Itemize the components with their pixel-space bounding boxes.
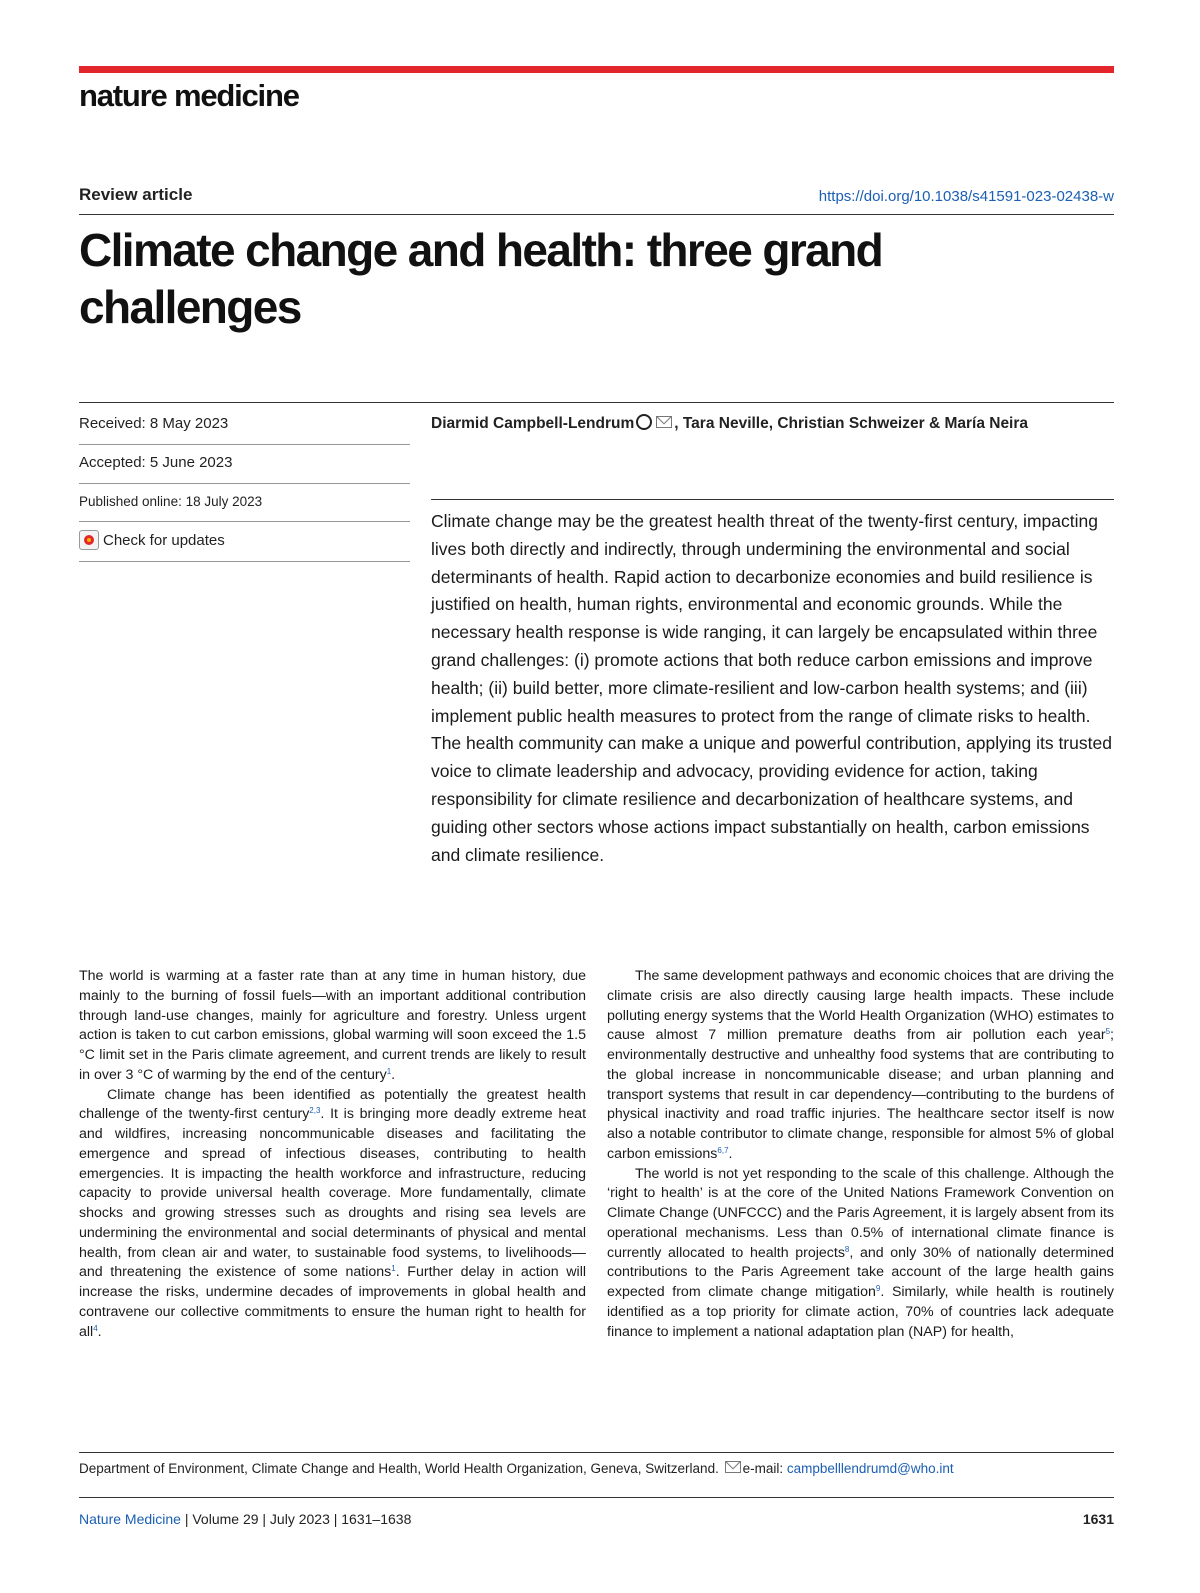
mail-icon bbox=[725, 1461, 741, 1473]
citation[interactable]: 1 bbox=[386, 1066, 392, 1076]
divider bbox=[79, 444, 410, 445]
divider bbox=[79, 521, 410, 522]
body-paragraph: Climate change has been identified as potentially the greatest health challenge of the twenty-first century$^{2,3}$. It is bringing more deadly extreme heat and wildfires, increasing noncommunicable diseases and facilitating the emergence and spread of infectious diseases, contributing to health emergencies. It is impacting the health workforce and infrastructure, reducing capacity to provide universal health coverage. More fundamentally, climate shocks and growing stresses such as droughts and rising sea levels are undermining the environmental and social determinants of physical and mental health, from clean air and water, to sustainable food systems, to livelihoods—and threatening the existence of some nations$^1$. Further delay in action will increase the risks, undermine decades of improvements in global health and contravene our collective commitments to ensure the human right to health for all$^4$. bbox=[79, 1086, 587, 1340]
author-list bbox=[431, 412, 1071, 436]
mail-icon[interactable] bbox=[656, 416, 672, 428]
article-type: Review article bbox=[79, 185, 193, 204]
divider bbox=[431, 499, 1114, 500]
affiliation: Department of Environment, Climate Change and Health, World Health Organization, Geneva, Switzerland. e-mail: campbelllendrumd@who.int bbox=[79, 1461, 954, 1476]
first-author[interactable]: Diarmid Campbell-Lendrum bbox=[431, 415, 635, 432]
body-paragraph: The world is not yet responding to the scale of this challenge. Although the ‘right to health’ is at the core of the United Nations Framework Convention on Climate Change (UNFCCC) and the Paris Agreement, it is largely absent from its operational mechanisms. Less than 0.5% of international climate finance is currently allocated to health projects$^8$, and only 30% of nationally determined contributions to the Paris Agreement take account of the large health gains expected from climate change mitigation$^9$. Similarly, while health is routinely identified as a top priority for climate action, 70% of countries lack adequate finance to implement a national adaptation plan (NAP) for health, bbox=[607, 1165, 1115, 1340]
body-column-left bbox=[79, 967, 586, 1342]
citation[interactable]: 8 bbox=[844, 1244, 850, 1254]
check-updates-icon bbox=[79, 530, 99, 550]
divider bbox=[79, 561, 410, 562]
citation[interactable]: 4 bbox=[93, 1323, 98, 1333]
citation[interactable]: 6,7 bbox=[717, 1145, 729, 1155]
article-title: Climate change and health: three grand challenges bbox=[79, 224, 883, 333]
divider bbox=[79, 214, 1114, 215]
journal-name: nature medicine bbox=[79, 78, 299, 113]
citation[interactable]: 9 bbox=[875, 1284, 881, 1293]
doi-link[interactable]: https://doi.org/10.1038/s41591-023-02438-w bbox=[818, 188, 1114, 205]
body-paragraph: The same development pathways and economic choices that are driving the climate crisis are also directly causing large health impacts. These include polluting energy systems that the World Health Organization (WHO) estimates to cause almost 7 million premature deaths from air pollution each year$^5$; environmentally destructive and unhealthy food systems that are contributing to the global increase in noncommunicable disease; and urban planning and transport systems that result in car dependency—contributing to the burdens of physical inactivity and road traffic injuries. The healthcare sector itself is now also a notable contributor to climate change, responsible for almost 5% of global carbon emissions$^{6,7}$. bbox=[607, 968, 1114, 1162]
check-updates-label: Check for updates bbox=[103, 531, 225, 549]
divider bbox=[79, 1452, 1114, 1453]
citation[interactable]: 2,3 bbox=[309, 1106, 321, 1116]
abstract: Climate change may be the greatest health threat of the twenty-first century, impacting lives both directly and indirectly, through undermining the environmental and social determinants of health. Rapid action to decarbonize economies and build resilience is justified on health, human rights, environmental and economic grounds. While the necessary health response is wide ranging, it can largely be encapsulated within three grand challenges: (i) promote actions that both reduce carbon emissions and improve health; (ii) build better, more climate-resilient and low-carbon health systems; and (iii) implement public health measures to protect from the range of climate risks to health. The health community can make a unique and powerful contribution, applying its trusted voice to climate leadership and advocacy, providing evidence for action, taking responsibility for climate resilience and decarbonization of healthcare systems, and guiding other sectors whose actions impact substantially on health, carbon emissions and climate resilience. bbox=[431, 511, 1112, 865]
footer-journal[interactable]: Nature Medicine bbox=[79, 1511, 181, 1527]
received-date: Received: 8 May 2023 bbox=[79, 415, 229, 432]
divider bbox=[79, 483, 410, 484]
citation[interactable]: 5 bbox=[1105, 1027, 1111, 1037]
footer-citation: Nature Medicine | Volume 29 | July 2023 | 1631–1638 bbox=[79, 1511, 412, 1527]
check-for-updates-button[interactable] bbox=[79, 530, 225, 550]
body-paragraph: The world is warming at a faster rate than at any time in human history, due mainly to the burning of fossil fuels—with an important additional contribution through land-use changes, mainly for agriculture and forestry. Unless urgent action is taken to cut carbon emissions, global warming will soon exceed the 1.5 °C limit set in the Paris climate agreement, and current trends are likely to result in over 3 °C of warming by the end of the century$^1$. bbox=[79, 968, 586, 1083]
page-number: 1631 bbox=[1082, 1511, 1114, 1527]
body-column-right bbox=[607, 967, 1114, 1342]
divider bbox=[79, 1497, 1114, 1498]
orcid-icon[interactable] bbox=[636, 414, 652, 430]
published-date: Published online: 18 July 2023 bbox=[79, 494, 263, 509]
divider bbox=[79, 402, 1114, 403]
accepted-date: Accepted: 5 June 2023 bbox=[79, 454, 233, 471]
top-accent-bar bbox=[79, 66, 1114, 73]
other-authors: , Tara Neville, Christian Schweizer & María Neira bbox=[674, 415, 1029, 432]
citation[interactable]: 1 bbox=[391, 1264, 396, 1274]
email-link[interactable]: campbelllendrumd@who.int bbox=[786, 1461, 954, 1476]
